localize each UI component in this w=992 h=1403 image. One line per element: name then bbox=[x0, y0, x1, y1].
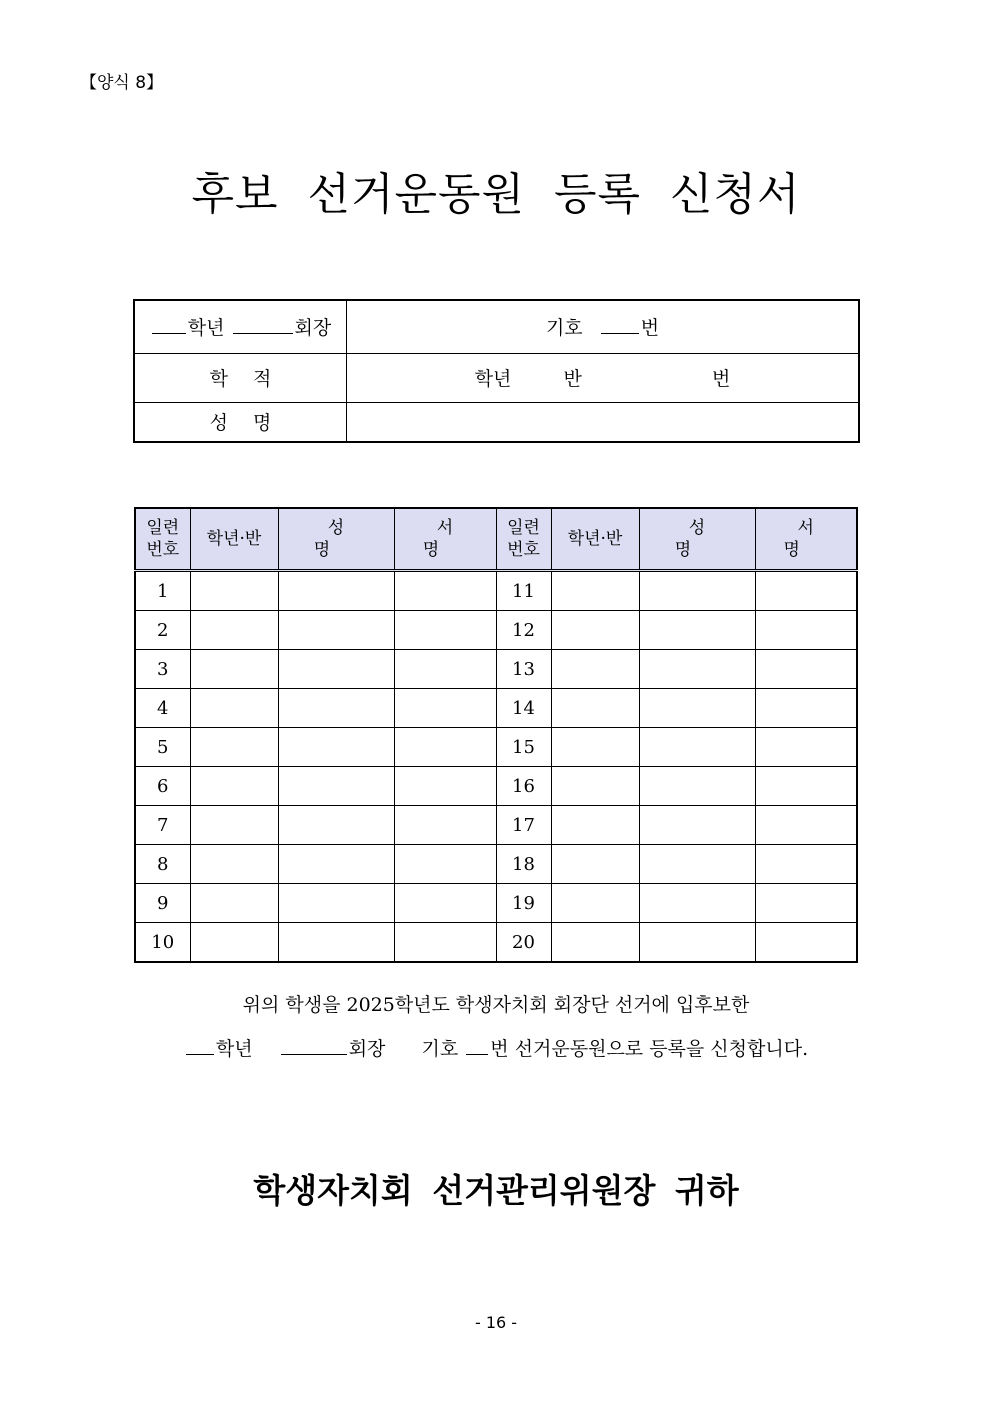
grade-class-field[interactable] bbox=[551, 845, 639, 884]
roster-row bbox=[135, 923, 857, 963]
signature-field[interactable] bbox=[394, 884, 496, 923]
school-record-cell[interactable] bbox=[347, 353, 860, 402]
serial-number: 2 bbox=[135, 611, 190, 650]
signature-field[interactable] bbox=[755, 571, 857, 611]
grade-class-field[interactable] bbox=[190, 806, 278, 845]
grade-class-field[interactable] bbox=[190, 845, 278, 884]
name-field[interactable] bbox=[278, 923, 394, 963]
serial-number: 4 bbox=[135, 689, 190, 728]
candidate-info-table bbox=[133, 299, 860, 443]
name-field[interactable] bbox=[639, 728, 755, 767]
name-field[interactable] bbox=[639, 689, 755, 728]
grade-class-field[interactable] bbox=[551, 611, 639, 650]
signature-field[interactable] bbox=[394, 806, 496, 845]
signature-field[interactable] bbox=[394, 611, 496, 650]
name-field[interactable] bbox=[639, 571, 755, 611]
grade-class-field[interactable] bbox=[551, 571, 639, 611]
serial-number: 9 bbox=[135, 884, 190, 923]
serial-number: 10 bbox=[135, 923, 190, 963]
grade-class-field[interactable] bbox=[551, 767, 639, 806]
name-field[interactable] bbox=[278, 689, 394, 728]
name-field[interactable] bbox=[639, 611, 755, 650]
signature-field[interactable] bbox=[755, 806, 857, 845]
candidate-symbol-cell[interactable] bbox=[347, 300, 860, 353]
addressee-line: 학생자치회 선거관리위원장 귀하 bbox=[253, 1171, 739, 1210]
serial-number: 1 bbox=[135, 571, 190, 611]
symbol-suffix: 번 bbox=[640, 317, 660, 340]
statement-line-2: 학년 회장 기호 번 선거운동원으로 등록을 신청합니다. bbox=[0, 1034, 992, 1061]
roster-row bbox=[135, 806, 857, 845]
grade-class-field[interactable] bbox=[190, 650, 278, 689]
symbol-prefix: 기호 bbox=[545, 317, 583, 340]
name-field[interactable] bbox=[639, 884, 755, 923]
signature-field[interactable] bbox=[394, 923, 496, 963]
serial-number: 20 bbox=[496, 923, 551, 963]
candidate-grade-role-cell[interactable] bbox=[134, 300, 347, 353]
grade-class-field[interactable] bbox=[190, 767, 278, 806]
grade-class-field[interactable] bbox=[551, 923, 639, 963]
serial-number: 7 bbox=[135, 806, 190, 845]
record-number: 번 bbox=[711, 368, 731, 390]
roster-row bbox=[135, 728, 857, 767]
signature-field[interactable] bbox=[755, 923, 857, 963]
signature-field[interactable] bbox=[394, 728, 496, 767]
signature-field[interactable] bbox=[755, 650, 857, 689]
name-field[interactable] bbox=[278, 611, 394, 650]
grade-class-field[interactable] bbox=[551, 806, 639, 845]
name-field[interactable] bbox=[278, 806, 394, 845]
signature-field[interactable] bbox=[755, 611, 857, 650]
signature-field[interactable] bbox=[394, 767, 496, 806]
name-field[interactable] bbox=[639, 923, 755, 963]
form-number-tag: 【양식 8】 bbox=[80, 73, 164, 93]
serial-number: 5 bbox=[135, 728, 190, 767]
header-serial-left: 일련 번호 bbox=[135, 508, 190, 571]
name-field[interactable] bbox=[278, 845, 394, 884]
record-grade: 학년 bbox=[474, 368, 512, 390]
name-field[interactable] bbox=[278, 884, 394, 923]
serial-number: 13 bbox=[496, 650, 551, 689]
grade-class-field[interactable] bbox=[551, 689, 639, 728]
campaign-worker-roster bbox=[134, 507, 858, 963]
serial-number: 18 bbox=[496, 845, 551, 884]
header-name-left: 성명 bbox=[278, 508, 394, 571]
serial-number: 6 bbox=[135, 767, 190, 806]
name-field[interactable] bbox=[347, 402, 860, 442]
document-title: 후보 선거운동원 등록 신청서 bbox=[191, 169, 801, 220]
grade-suffix: 학년 bbox=[187, 317, 225, 340]
name-field[interactable] bbox=[278, 571, 394, 611]
grade-class-field[interactable] bbox=[551, 884, 639, 923]
signature-field[interactable] bbox=[394, 571, 496, 611]
grade-class-field[interactable] bbox=[190, 689, 278, 728]
grade-class-field[interactable] bbox=[190, 571, 278, 611]
header-grade-class-left: 학년·반 bbox=[190, 508, 278, 571]
grade-class-field[interactable] bbox=[190, 611, 278, 650]
signature-field[interactable] bbox=[394, 689, 496, 728]
roster-row bbox=[135, 689, 857, 728]
serial-number: 8 bbox=[135, 845, 190, 884]
name-field[interactable] bbox=[278, 728, 394, 767]
signature-field[interactable] bbox=[755, 845, 857, 884]
signature-field[interactable] bbox=[755, 767, 857, 806]
name-field[interactable] bbox=[278, 767, 394, 806]
record-class: 반 bbox=[563, 368, 582, 390]
roster-row bbox=[135, 845, 857, 884]
signature-field[interactable] bbox=[755, 884, 857, 923]
name-field[interactable] bbox=[639, 650, 755, 689]
signature-field[interactable] bbox=[755, 728, 857, 767]
grade-class-field[interactable] bbox=[190, 728, 278, 767]
serial-number: 19 bbox=[496, 884, 551, 923]
page-number: - 16 - bbox=[474, 1313, 518, 1332]
signature-field[interactable] bbox=[755, 689, 857, 728]
header-serial-right: 일련 번호 bbox=[496, 508, 551, 571]
serial-number: 17 bbox=[496, 806, 551, 845]
serial-number: 16 bbox=[496, 767, 551, 806]
serial-number: 14 bbox=[496, 689, 551, 728]
serial-number: 15 bbox=[496, 728, 551, 767]
header-name-right: 성명 bbox=[639, 508, 755, 571]
roster-row bbox=[135, 884, 857, 923]
header-sign-right: 서명 bbox=[755, 508, 857, 571]
statement-line-1: 위의 학생을 2025학년도 학생자치회 회장단 선거에 입후보한 bbox=[242, 994, 750, 1016]
roster-row bbox=[135, 767, 857, 806]
roster-row bbox=[135, 571, 857, 611]
roster-row bbox=[135, 611, 857, 650]
roster-row bbox=[135, 650, 857, 689]
name-field[interactable] bbox=[639, 845, 755, 884]
name-field[interactable] bbox=[639, 767, 755, 806]
role-suffix: 회장 bbox=[294, 317, 332, 340]
name-label: 성 명 bbox=[134, 402, 347, 442]
name-field[interactable] bbox=[278, 650, 394, 689]
header-grade-class-right: 학년·반 bbox=[551, 508, 639, 571]
serial-number: 12 bbox=[496, 611, 551, 650]
grade-class-field[interactable] bbox=[190, 884, 278, 923]
serial-number: 11 bbox=[496, 571, 551, 611]
grade-class-field[interactable] bbox=[551, 650, 639, 689]
header-sign-left: 서명 bbox=[394, 508, 496, 571]
name-field[interactable] bbox=[639, 806, 755, 845]
grade-class-field[interactable] bbox=[190, 923, 278, 963]
grade-class-field[interactable] bbox=[551, 728, 639, 767]
serial-number: 3 bbox=[135, 650, 190, 689]
signature-field[interactable] bbox=[394, 845, 496, 884]
school-record-label: 학 적 bbox=[134, 353, 347, 402]
signature-field[interactable] bbox=[394, 650, 496, 689]
